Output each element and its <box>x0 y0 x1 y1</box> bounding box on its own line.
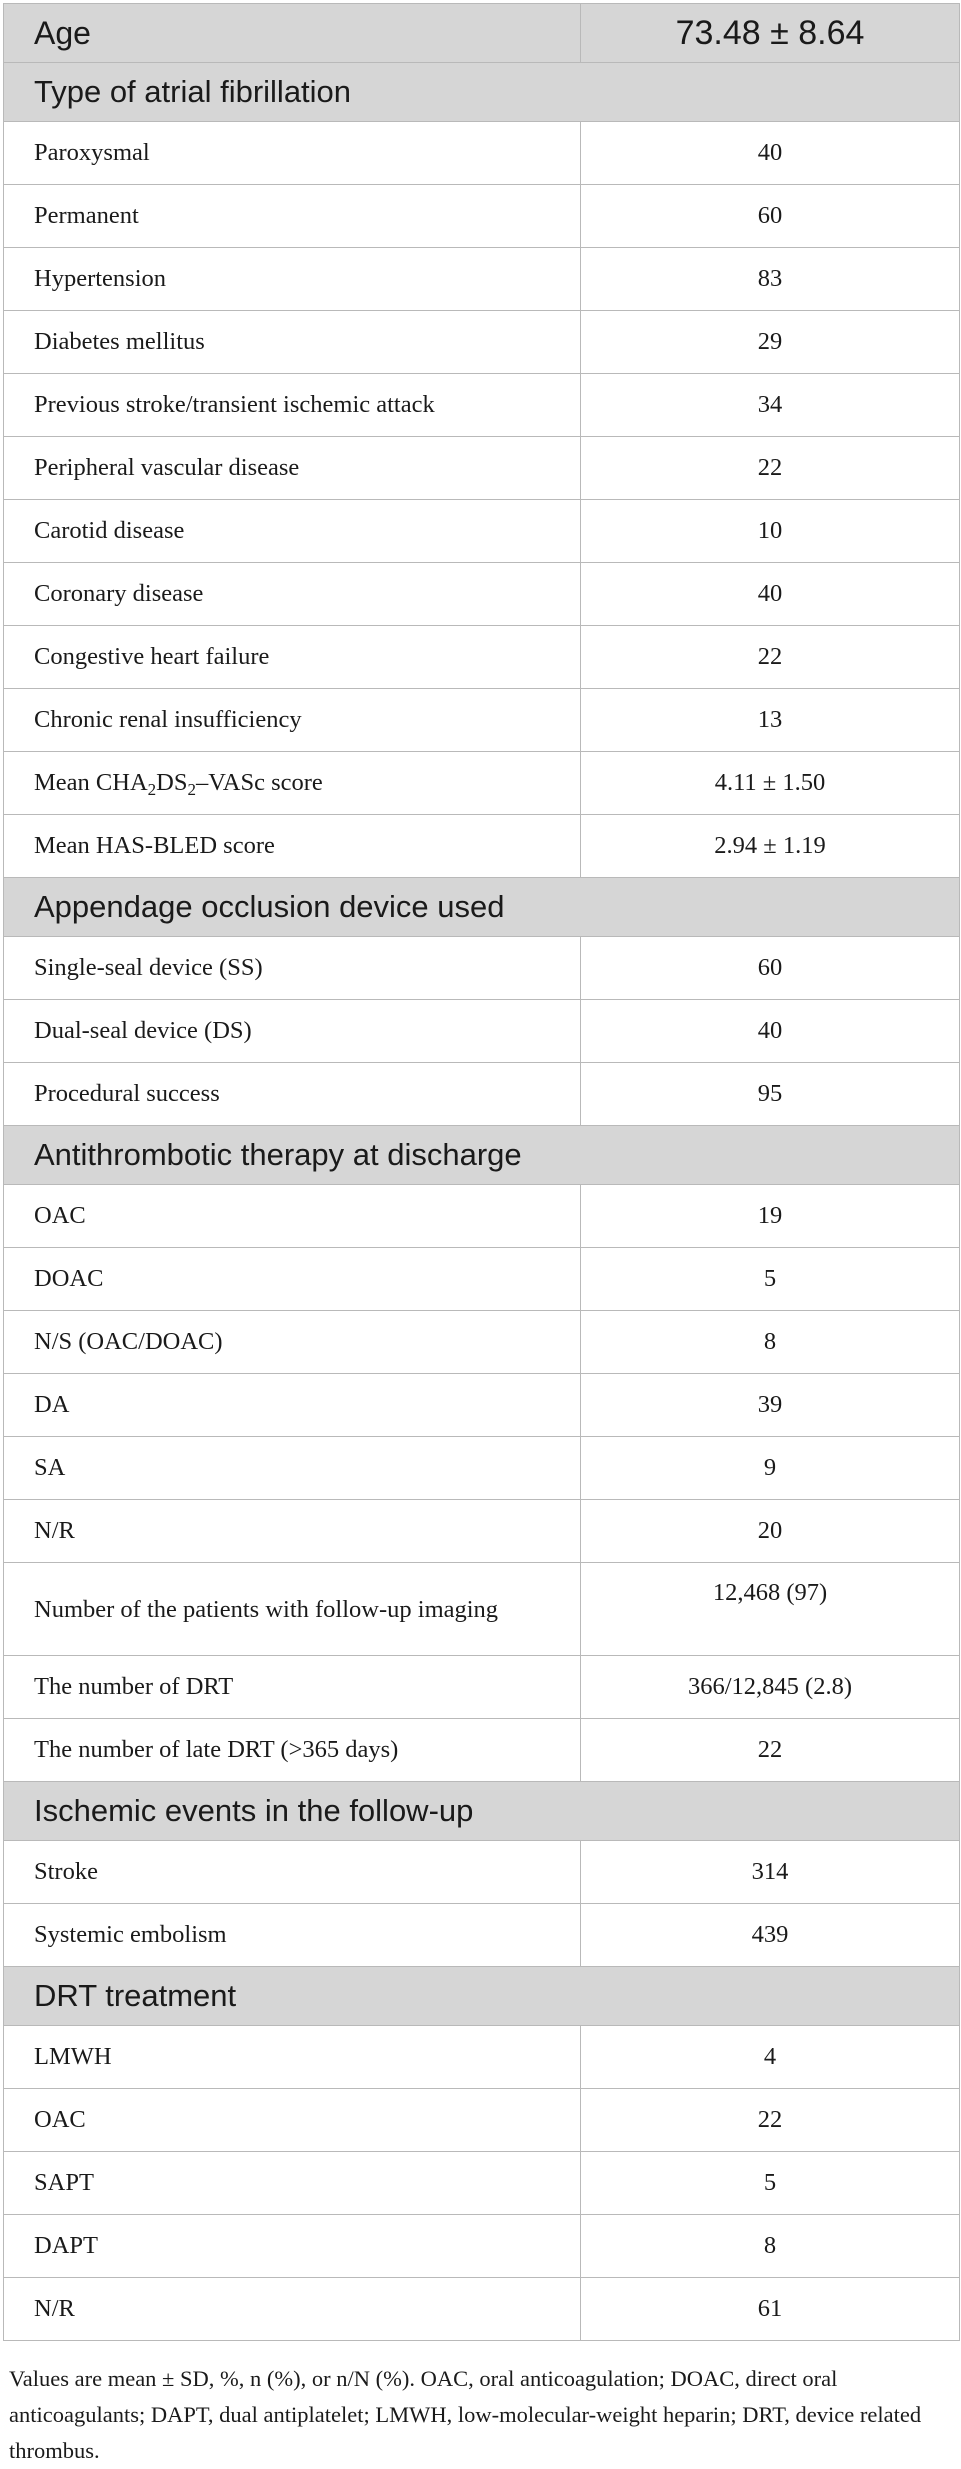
section-header-row <box>4 1782 960 1841</box>
table-row <box>4 2089 960 2152</box>
table-row <box>4 122 960 185</box>
row-value: 34 <box>581 374 960 437</box>
table-row <box>4 1248 960 1311</box>
section-title: Antithrombotic therapy at discharge <box>4 1126 960 1185</box>
table-header-row <box>4 4 960 63</box>
table-row <box>4 2026 960 2089</box>
row-value: 5 <box>581 1248 960 1311</box>
row-value: 83 <box>581 248 960 311</box>
table-row <box>4 937 960 1000</box>
row-label: OAC <box>4 1185 581 1248</box>
row-value: 439 <box>581 1904 960 1967</box>
row-label: N/R <box>4 2278 581 2341</box>
row-value: 61 <box>581 2278 960 2341</box>
table-row <box>4 1841 960 1904</box>
table-row <box>4 1000 960 1063</box>
row-label: LMWH <box>4 2026 581 2089</box>
row-label: Paroxysmal <box>4 122 581 185</box>
row-label: Stroke <box>4 1841 581 1904</box>
row-label: Carotid disease <box>4 500 581 563</box>
row-label: SAPT <box>4 2152 581 2215</box>
row-value: 20 <box>581 1500 960 1563</box>
row-value: 8 <box>581 1311 960 1374</box>
table-row <box>4 500 960 563</box>
baseline-characteristics-table <box>3 3 960 2341</box>
label-text: –VASc score <box>195 769 323 796</box>
row-label: The number of late DRT (>365 days) <box>4 1719 581 1782</box>
subscript: 2 <box>147 780 157 799</box>
row-value: 39 <box>581 1374 960 1437</box>
table-row <box>4 1437 960 1500</box>
row-value: 12,468 (97) <box>581 1563 960 1656</box>
row-value: 8 <box>581 2215 960 2278</box>
row-label <box>4 752 581 815</box>
row-label: N/S (OAC/DOAC) <box>4 1311 581 1374</box>
table-row <box>4 626 960 689</box>
table-row <box>4 374 960 437</box>
table-row <box>4 689 960 752</box>
row-label: Peripheral vascular disease <box>4 437 581 500</box>
row-label: Number of the patients with follow-up imaging <box>4 1563 581 1656</box>
table-row <box>4 1374 960 1437</box>
row-label: SA <box>4 1437 581 1500</box>
row-label: Hypertension <box>4 248 581 311</box>
row-value: 29 <box>581 311 960 374</box>
section-title: Ischemic events in the follow-up <box>4 1782 960 1841</box>
row-label: Permanent <box>4 185 581 248</box>
row-label: The number of DRT <box>4 1656 581 1719</box>
subscript: 2 <box>187 780 196 799</box>
row-label: Coronary disease <box>4 563 581 626</box>
table-row <box>4 311 960 374</box>
row-value: 40 <box>581 1000 960 1063</box>
section-header-row <box>4 1967 960 2026</box>
row-value: 22 <box>581 437 960 500</box>
table-row <box>4 1063 960 1126</box>
row-value: 366/12,845 (2.8) <box>581 1656 960 1719</box>
section-header-row <box>4 878 960 937</box>
row-value: 95 <box>581 1063 960 1126</box>
row-label: Dual-seal device (DS) <box>4 1000 581 1063</box>
section-header-row <box>4 1126 960 1185</box>
row-label: Congestive heart failure <box>4 626 581 689</box>
row-value: 4 <box>581 2026 960 2089</box>
row-value: 314 <box>581 1841 960 1904</box>
row-value: 5 <box>581 2152 960 2215</box>
row-value: 40 <box>581 563 960 626</box>
row-label: DAPT <box>4 2215 581 2278</box>
row-label: Previous stroke/transient ischemic attack <box>4 374 581 437</box>
table-row <box>4 1904 960 1967</box>
row-value: 2.94 ± 1.19 <box>581 815 960 878</box>
section-header-row <box>4 63 960 122</box>
table-row <box>4 815 960 878</box>
row-label: OAC <box>4 2089 581 2152</box>
row-label: Chronic renal insufficiency <box>4 689 581 752</box>
row-value: 40 <box>581 122 960 185</box>
row-label: N/R <box>4 1500 581 1563</box>
row-label: Mean HAS-BLED score <box>4 815 581 878</box>
row-value: 13 <box>581 689 960 752</box>
row-label: DA <box>4 1374 581 1437</box>
table-row <box>4 1500 960 1563</box>
table-row <box>4 2215 960 2278</box>
label-text: Mean CHA <box>34 769 148 796</box>
table-row <box>4 248 960 311</box>
header-label: Age <box>4 4 581 63</box>
row-label: Diabetes mellitus <box>4 311 581 374</box>
table-row <box>4 185 960 248</box>
label-text: DS <box>156 769 188 796</box>
table-row <box>4 2152 960 2215</box>
table-row <box>4 1656 960 1719</box>
table-row <box>4 1311 960 1374</box>
section-title: Type of atrial fibrillation <box>4 63 960 122</box>
row-value: 10 <box>581 500 960 563</box>
table-row <box>4 437 960 500</box>
row-label: Procedural success <box>4 1063 581 1126</box>
table-row <box>4 1719 960 1782</box>
row-value: 4.11 ± 1.50 <box>581 752 960 815</box>
row-value: 60 <box>581 185 960 248</box>
row-value: 19 <box>581 1185 960 1248</box>
row-value: 22 <box>581 1719 960 1782</box>
table-row <box>4 1563 960 1656</box>
row-value: 22 <box>581 626 960 689</box>
row-value: 9 <box>581 1437 960 1500</box>
table-row <box>4 752 960 815</box>
row-label: Single-seal device (SS) <box>4 937 581 1000</box>
table-row <box>4 563 960 626</box>
row-label: DOAC <box>4 1248 581 1311</box>
section-title: DRT treatment <box>4 1967 960 2026</box>
header-value: 73.48 ± 8.64 <box>581 4 960 63</box>
section-title: Appendage occlusion device used <box>4 878 960 937</box>
row-value: 22 <box>581 2089 960 2152</box>
table-footnote: Values are mean ± SD, %, n (%), or n/N (%). OAC, oral anticoagulation; DOAC, direct oral anticoagulants; DAPT, dual antiplatelet; LMWH, low-molecular-weight heparin; DRT, device related thrombus. <box>9 2366 922 2463</box>
row-label: Systemic embolism <box>4 1904 581 1967</box>
table-row <box>4 1185 960 1248</box>
table-row <box>4 2278 960 2341</box>
row-value: 60 <box>581 937 960 1000</box>
